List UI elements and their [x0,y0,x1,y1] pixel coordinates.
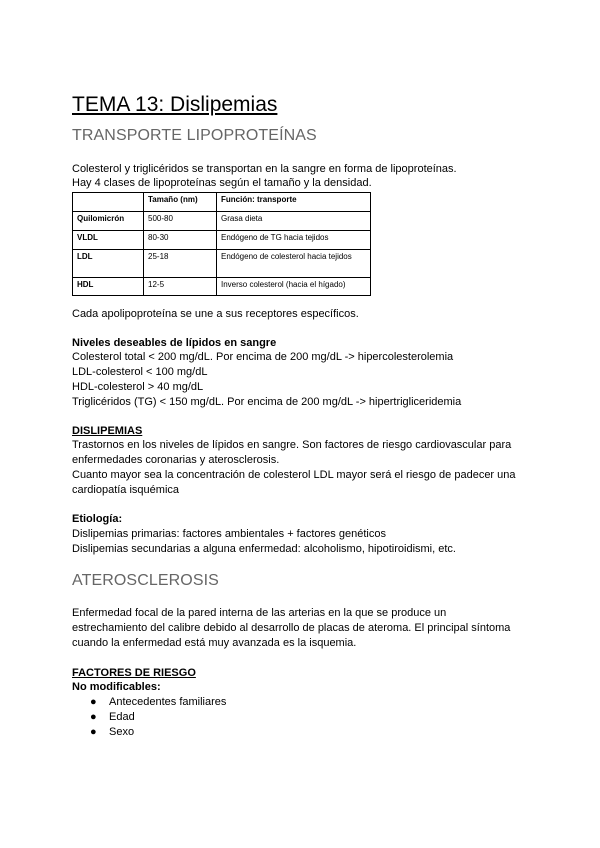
paragraph-line: Colesterol y triglicéridos se transportan en la sangre en forma de lipoproteínas. [72,163,457,175]
table-cell-function: Endógeno de TG hacia tejidos [217,231,371,250]
paragraph-line: Colesterol total < 200 mg/dL. Por encima de 200 mg/dL -> hipercolesterolemia [72,351,454,363]
subheading-factores: FACTORES DE RIESGO [72,667,196,679]
list-item [90,710,226,725]
table-cell-name: VLDL [73,231,144,250]
table-header-cell [73,193,144,212]
list-item [90,725,226,740]
paragraph-line: HDL-colesterol > 40 mg/dL [72,381,204,393]
subheading-no-modificables: No modificables: [72,681,161,693]
table-cell-size: 80-30 [144,231,217,250]
lipoprotein-table [72,192,371,296]
section-heading-aterosclerosis: ATEROSCLEROSIS [72,572,219,589]
page-title: TEMA 13: Dislipemias [72,93,278,116]
table-row [73,250,371,278]
risk-factor-list [90,695,226,740]
table-cell-name: Quilomicrón [73,212,144,231]
section-heading-transporte: TRANSPORTE LIPOPROTEÍNAS [72,127,317,144]
subheading-niveles: Niveles deseables de lípidos en sangre [72,337,277,349]
table-row [73,231,371,250]
bullet-icon: ● [90,726,97,738]
subheading-dislipemias: DISLIPEMIAS [72,425,143,437]
list-item-label: Sexo [109,726,135,738]
table-cell-function: Inverso colesterol (hacia el hígado) [217,278,371,296]
table-row [73,278,371,296]
paragraph-line: Dislipemias secundarias a alguna enfermedad: alcoholismo, hipotiroidismi, etc. [72,543,456,555]
list-item [90,695,226,710]
table-cell-name: LDL [73,250,144,278]
paragraph-line: LDL-colesterol < 100 mg/dL [72,366,208,378]
paragraph-line: Cuanto mayor sea la concentración de colesterol LDL mayor será el riesgo de padecer una [72,469,516,481]
table-header-cell: Tamaño (nm) [144,193,217,212]
paragraph-line: Cada apolipoproteína se une a sus receptores específicos. [72,308,359,320]
list-item-label: Antecedentes familiares [109,696,227,708]
paragraph-line: Enfermedad focal de la pared interna de las arterias en la que se produce un [72,607,447,619]
table-header-cell: Función: transporte [217,193,371,212]
table-cell-size: 12-5 [144,278,217,296]
paragraph-line: Dislipemias primarias: factores ambientales + factores genéticos [72,528,386,540]
list-item-label: Edad [109,711,135,723]
paragraph-line: Trastornos en los niveles de lípidos en sangre. Son factores de riesgo cardiovascular para [72,439,512,451]
table-cell-function: Grasa dieta [217,212,371,231]
table-row [73,212,371,231]
subheading-etiologia: Etiología: [72,513,123,525]
table-cell-size: 500-80 [144,212,217,231]
paragraph-line: cuando la enfermedad está muy avanzada es la isquemia. [72,637,357,649]
paragraph-line: Triglicéridos (TG) < 150 mg/dL. Por encima de 200 mg/dL -> hipertrigliceridemia [72,396,462,408]
paragraph-line: cardiopatía isquémica [72,484,180,496]
table-cell-function: Endógeno de colesterol hacia tejidos [217,250,371,278]
paragraph-line: enfermedades coronarias y aterosclerosis. [72,454,280,466]
table-cell-name: HDL [73,278,144,296]
paragraph-line: estrechamiento del calibre debido al desarrollo de placas de ateroma. El principal síntoma [72,622,511,634]
bullet-icon: ● [90,711,97,723]
table-header-row [73,193,371,212]
paragraph-line: Hay 4 clases de lipoproteínas según el tamaño y la densidad. [72,177,372,189]
table-cell-size: 25-18 [144,250,217,278]
bullet-icon: ● [90,696,97,708]
